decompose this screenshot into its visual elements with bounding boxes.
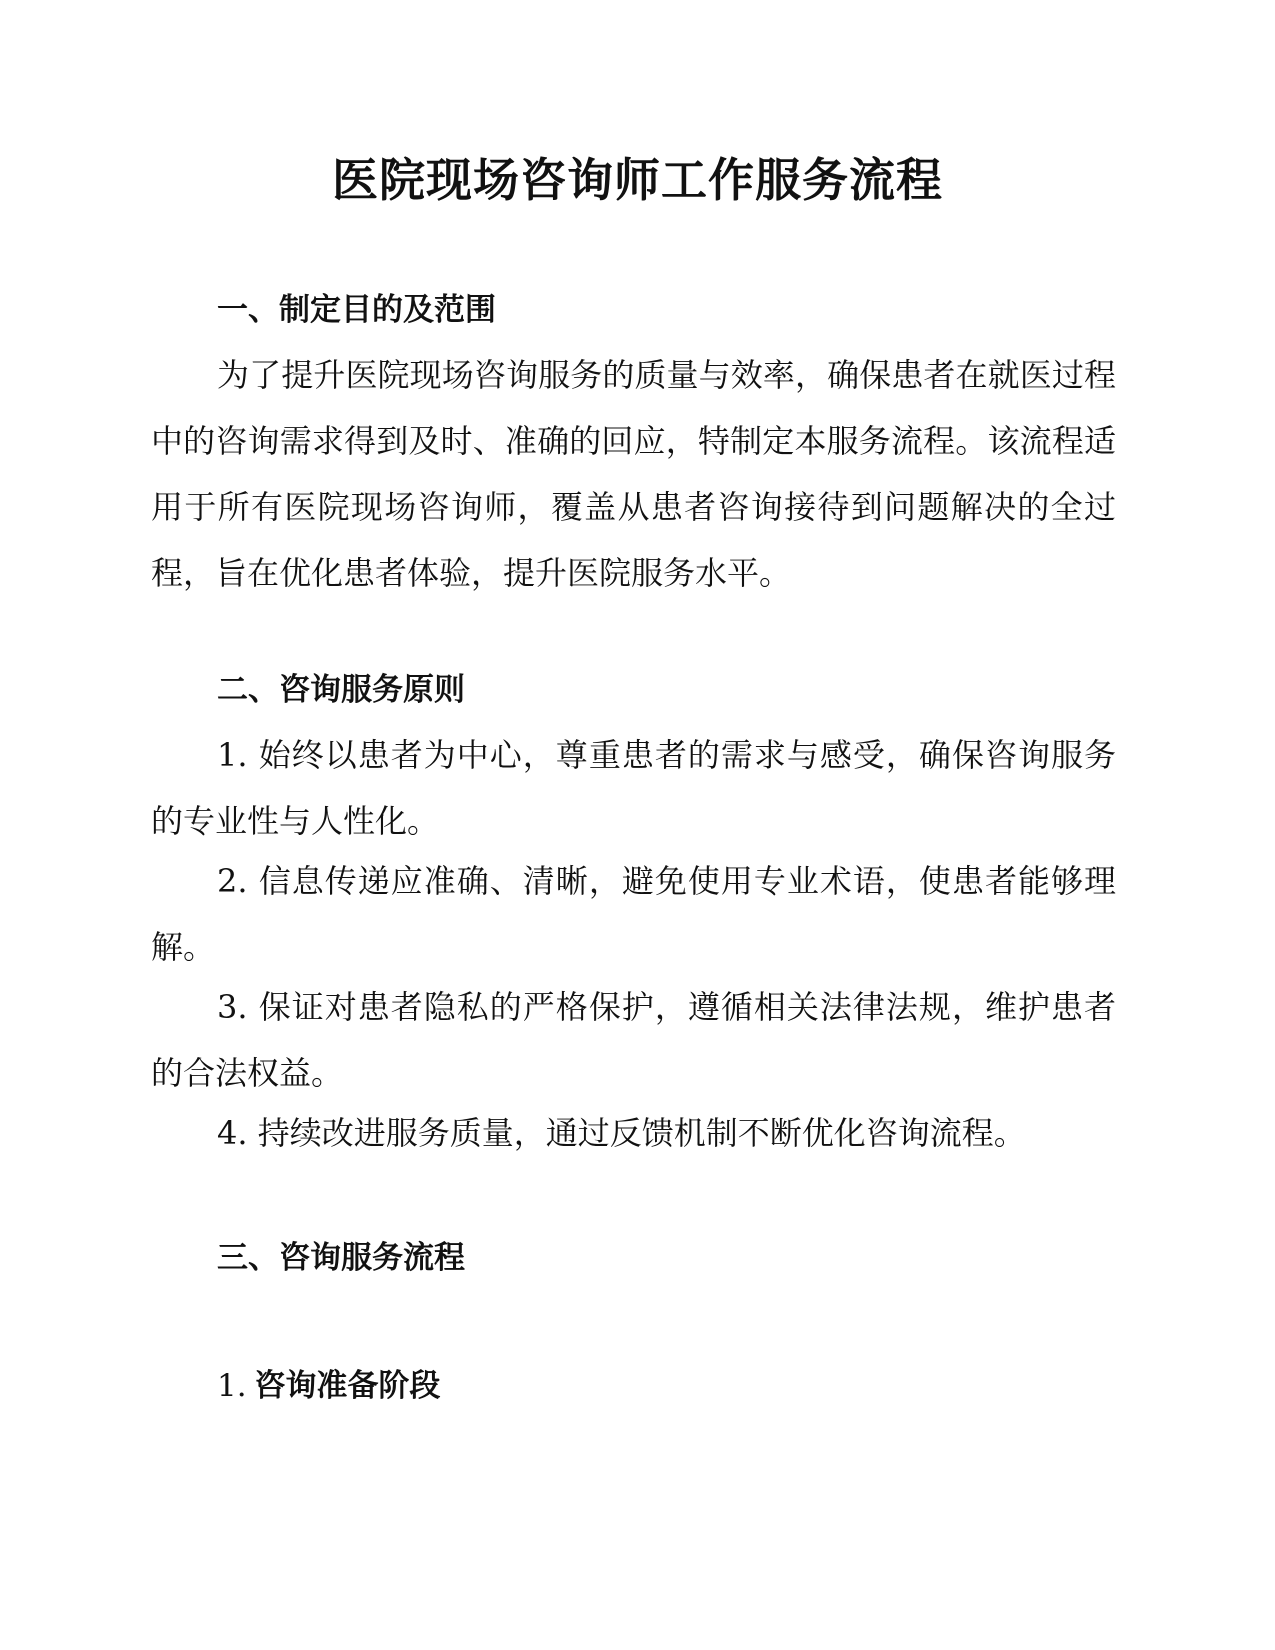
section-heading-principles: 二、咨询服务原则 (217, 672, 465, 708)
principle-item-4: 4. 持续改进服务质量，通过反馈机制不断优化咨询流程。 (217, 1114, 1026, 1152)
principle-item-1: 1. 始终以患者为中心，尊重患者的需求与感受，确保咨询服务的专业性与人性化。 (151, 736, 1116, 840)
principle-item-3: 3. 保证对患者隐私的严格保护，遵循相关法律法规，维护患者的合法权益。 (151, 988, 1116, 1092)
principle-item-2: 2. 信息传递应准确、清晰，避免使用专业术语，使患者能够理解。 (151, 862, 1116, 966)
subsection-number: 1. (217, 1368, 247, 1404)
section-heading-purpose-scope: 一、制定目的及范围 (217, 292, 496, 328)
subsection-title: 咨询准备阶段 (254, 1368, 441, 1404)
section-heading-process: 三、咨询服务流程 (217, 1240, 465, 1276)
purpose-scope-paragraph: 为了提升医院现场咨询服务的质量与效率，确保患者在就医过程中的咨询需求得到及时、准确的回应，特制定本服务流程。该流程适用于所有医院现场咨询师，覆盖从患者咨询接待到问题解决的全过程，旨在优化患者体验，提升医院服务水平。 (151, 356, 1116, 592)
subsection-heading-preparation (217, 1364, 440, 1408)
document-title: 医院现场咨询师工作服务流程 (332, 153, 943, 207)
